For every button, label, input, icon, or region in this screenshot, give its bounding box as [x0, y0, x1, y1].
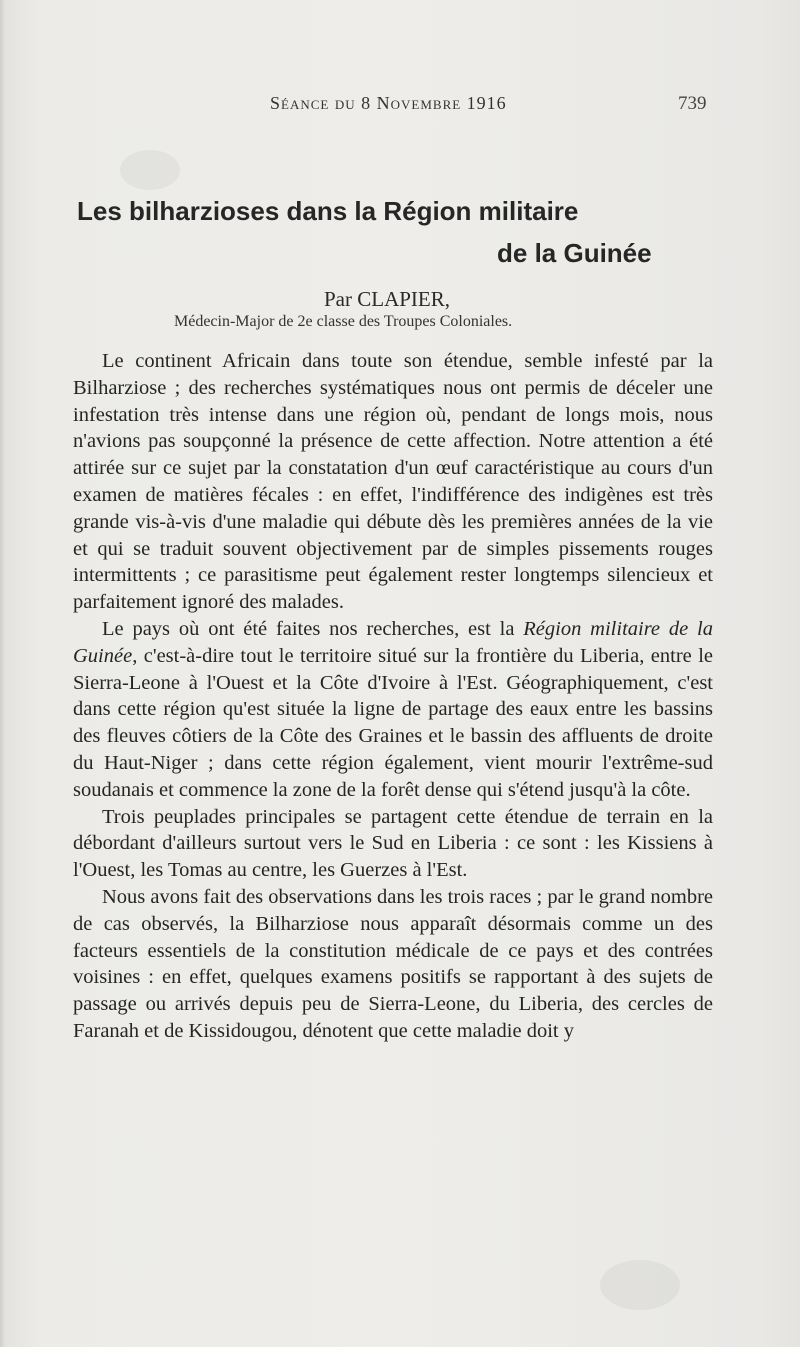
paragraph-2-end: , c'est-à-dire tout le territoire situé sur la frontière du Liberia, entre le Sierra-Leone à l'Ouest et la Côte d'Ivoire à l'Est. Géographiquement, c'est dans cette région qu'est située la ligne de partage des eaux entre les bassins des fleuves côtiers de la Côte des Graines et le bassin des affluents de droite du Haut-Niger ; dans cette région également, vient mourir l'extrême-sud soudanais et commence la zone de la forêt dense qui s'étend jusqu'à la côte.: [73, 644, 713, 801]
page-edge-shadow: [0, 0, 6, 1347]
running-header: [0, 93, 800, 117]
paragraph-2-start: Le pays où ont été faites nos recherches, est la: [102, 617, 524, 640]
paragraph-4: Nous avons fait des observations dans les trois races ; par le grand nombre de cas observés, la Bilharziose nous apparaît désormais comme un des facteurs essentiels de la constitution médicale de ce pays et des contrées voisines : en effet, quelques examens positifs se rapportant à des sujets de passage ou arrivés depuis peu de Sierra-Leone, du Liberia, des cercles de Faranah et de Kissidougou, dénotent que cette maladie doit y: [73, 885, 713, 1042]
paper-stain: [600, 1260, 680, 1310]
paragraph-2-italic: Région militaire de la Guinée: [73, 617, 713, 667]
title-line-1: Les bilharzioses dans la Région militaire: [77, 196, 579, 226]
author-line: Par CLAPIER,: [324, 287, 450, 311]
author-affiliation: Médecin-Major de 2e classe des Troupes Coloniales.: [174, 313, 513, 330]
title-line-2: de la Guinée: [497, 238, 652, 268]
page-number: 739: [678, 93, 707, 114]
paragraph-2: [73, 616, 713, 804]
running-title: Séance du 8 Novembre 1916: [270, 93, 507, 113]
paragraph-3: Trois peuplades principales se partagent cette étendue de terrain en la débordant d'ailleurs surtout vers le Sud en Liberia : ce sont : les Kissiens à l'Ouest, les Tomas au centre, les Guerzes à l'Est.: [73, 805, 713, 882]
paragraph-1: Le continent Africain dans toute son étendue, semble infesté par la Bilharziose ; des recherches systématiques nous ont permis de déceler une infestation très intense dans une région où, pendant de longs mois, nous n'avions pas soupçonné la présence de cette affection. Notre attention a été attirée sur ce sujet par la constatation d'un œuf caractéristique au cours d'un examen de matières fécales : en effet, l'indifférence des indigènes est très grande vis-à-vis d'une maladie qui débute dès les premières années de la vie et qui se traduit souvent objectivement par de simples pissements rouges intermittents ; ce parasitisme peut également rester longtemps silencieux et parfaitement ignoré des malades.: [73, 350, 713, 614]
paper-stain: [120, 150, 180, 190]
article-body: [73, 348, 713, 1045]
